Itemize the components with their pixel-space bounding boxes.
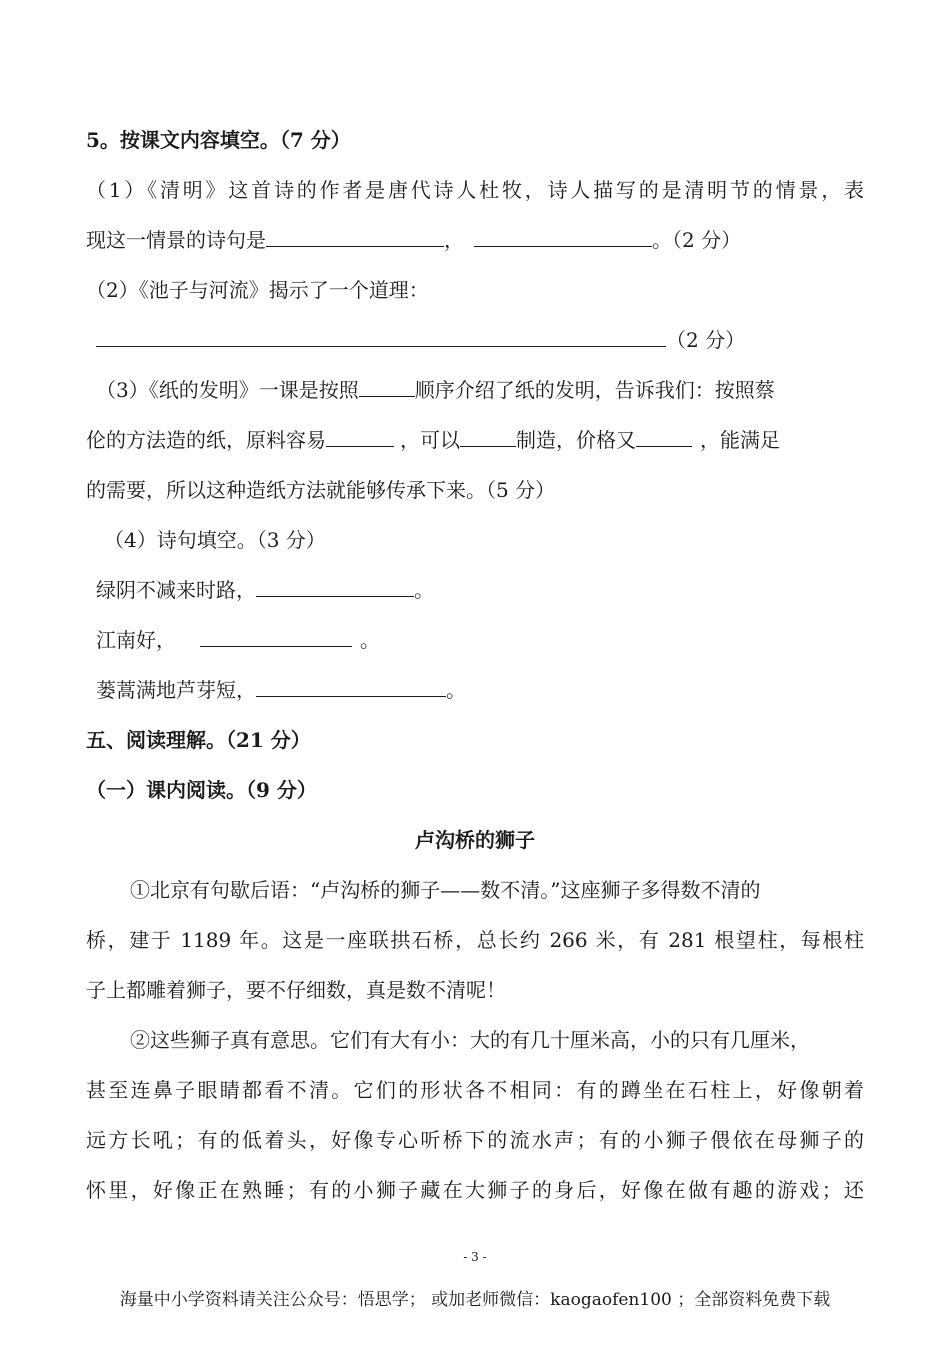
q5-part3-line1 (96, 377, 775, 403)
poem-line-1 (96, 577, 434, 603)
answer-blank[interactable] (326, 428, 394, 447)
para1-line2: 桥，建于 1189 年。这是一座联拱石桥，总长约 266 米，有 281 根望柱，每根柱 (86, 928, 864, 952)
poem-line-2 (96, 627, 380, 653)
text: 。 (414, 578, 434, 602)
score: 。（2 分） (652, 228, 742, 252)
q5-part1-line1: （1）《清明》这首诗的作者是唐代诗人杜牧，诗人描写的是清明节的情景，表 (86, 178, 864, 202)
text: ，可以 (400, 428, 460, 452)
section-5-sub1: （一）课内阅读。（9 分） (86, 778, 317, 802)
q5-part2-line1: （2）《池子与河流》揭示了一个道理： (86, 278, 429, 302)
q5-part2-line2 (96, 327, 745, 353)
q5-part3-line2 (86, 427, 780, 453)
answer-blank[interactable] (266, 228, 444, 247)
para2-line4: 怀里，好像正在熟睡；有的小狮子藏在大狮子的身后，好像在做有趣的游戏；还 (86, 1178, 864, 1202)
text: 绿阴不减来时路， (96, 578, 256, 602)
answer-blank[interactable] (256, 678, 446, 697)
text: 江南好， (96, 628, 176, 652)
q5-part1-line2 (86, 227, 741, 253)
text: 蒌蒿满地芦芽短， (96, 678, 256, 702)
page-number: - 3 - (463, 1250, 487, 1264)
para1-line3: 子上都雕着狮子，要不仔细数，真是数不清呢！ (86, 978, 506, 1002)
para2-line1: ②这些狮子真有意思。它们有大有小：大的有几十厘米高，小的只有几厘米， (130, 1028, 810, 1052)
q5-part1-text: 现这一情景的诗句是 (86, 228, 266, 252)
para2-line3: 远方长吼；有的低着头，好像专心听桥下的流水声；有的小狮子偎依在母狮子的 (86, 1128, 864, 1152)
text: 。 (446, 678, 466, 702)
para1-line1: ①北京有句歇后语：“卢沟桥的狮子——数不清。”这座狮子多得数不清的 (130, 878, 761, 902)
text: 顺序介绍了纸的发明，告诉我们：按照蔡 (414, 378, 775, 402)
article-title: 卢沟桥的狮子 (415, 828, 535, 852)
text: 。 (360, 628, 380, 652)
poem-line-3 (96, 677, 466, 703)
q5-part4-title: （4）诗句填空。（3 分） (104, 528, 326, 552)
text: 伦的方法造的纸，原料容易 (86, 428, 326, 452)
score: （2 分） (666, 328, 746, 352)
text: （3）《纸的发明》一课是按照 (96, 378, 359, 402)
comma: ， (444, 228, 464, 252)
answer-blank-long[interactable] (96, 328, 666, 347)
question-5-title: 5。按课文内容填空。（7 分） (86, 128, 351, 152)
answer-blank[interactable] (200, 628, 352, 647)
text: ，能满足 (700, 428, 780, 452)
answer-blank[interactable] (460, 428, 516, 447)
q5-part3-line3: 的需要，所以这种造纸方法就能够传承下来。（5 分） (86, 478, 556, 502)
answer-blank[interactable] (359, 378, 415, 397)
answer-blank[interactable] (474, 228, 652, 247)
para2-line2: 甚至连鼻子眼睛都看不清。它们的形状各不相同：有的蹲坐在石柱上，好像朝着 (86, 1078, 864, 1102)
answer-blank[interactable] (256, 578, 414, 597)
footer-text: 海量中小学资料请关注公众号：悟思学； 或加老师微信：kaogaofen100 ；全部资料免费下载 (119, 1290, 831, 1310)
section-5-title: 五、阅读理解。（21 分） (86, 728, 311, 752)
answer-blank[interactable] (636, 428, 692, 447)
text: 制造，价格又 (516, 428, 636, 452)
